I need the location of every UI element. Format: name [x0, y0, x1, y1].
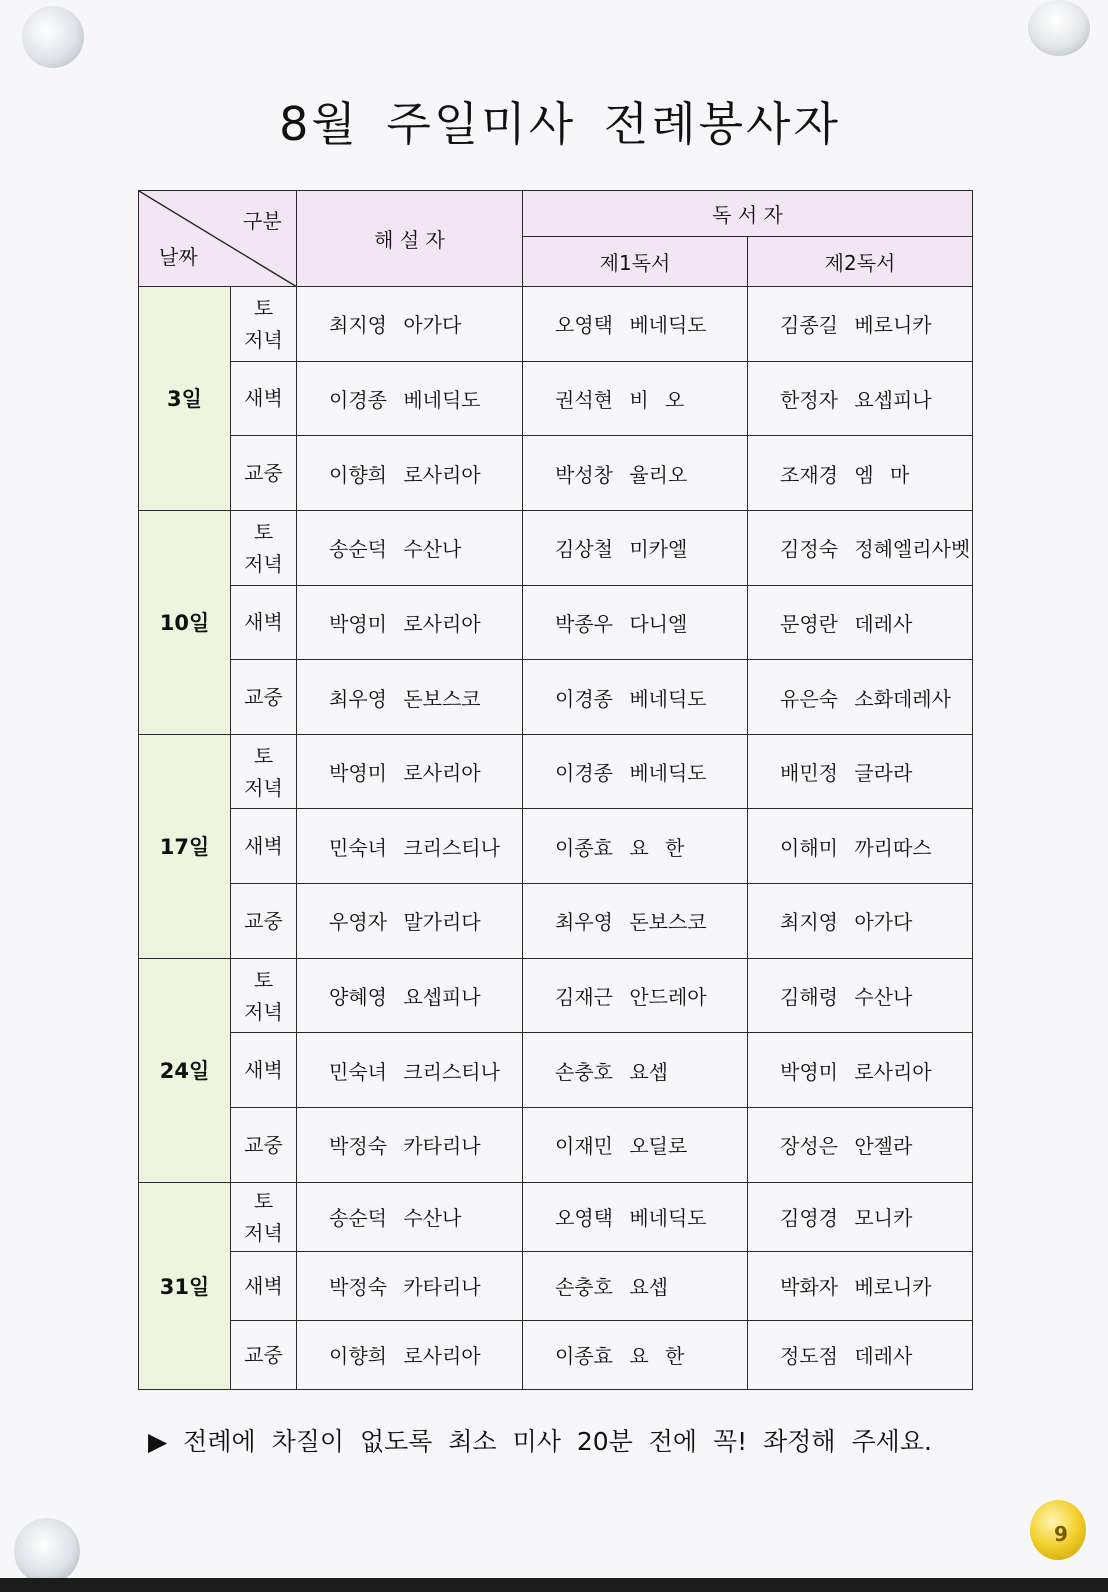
header-reader1: 제1독서	[523, 237, 748, 287]
reader2-cell: 유은숙 소화데레사	[748, 660, 973, 735]
reader1-cell: 김재근 안드레아	[523, 958, 748, 1033]
slot-cell: 토 저녁	[231, 734, 297, 809]
reader2-cell: 배민정 글라라	[748, 734, 973, 809]
reader1-cell: 이종효 요 한	[523, 809, 748, 884]
commentator-cell: 박영미 로사리아	[297, 734, 523, 809]
reader1-cell: 김상철 미카엘	[523, 510, 748, 585]
bottom-edge	[0, 1578, 1108, 1592]
slot-cell: 토 저녁	[231, 1182, 297, 1251]
reader1-cell: 오영택 베네딕도	[523, 1182, 748, 1251]
commentator-cell: 최우영 돈보스코	[297, 660, 523, 735]
slot-cell: 교중	[231, 660, 297, 735]
slot-cell: 새벽	[231, 1251, 297, 1320]
table-row	[139, 361, 973, 436]
reader1-cell: 박성창 율리오	[523, 436, 748, 511]
slot-cell: 새벽	[231, 809, 297, 884]
table-row	[139, 1320, 973, 1389]
date-cell: 3일	[139, 287, 231, 511]
header-category: 구분	[243, 209, 282, 233]
commentator-cell: 박정숙 카타리나	[297, 1108, 523, 1183]
slot-cell: 교중	[231, 1320, 297, 1389]
reader1-cell: 박종우 다니엘	[523, 585, 748, 660]
commentator-cell: 박정숙 카타리나	[297, 1251, 523, 1320]
reader2-cell: 김정숙 정혜엘리사벳	[748, 510, 973, 585]
slot-cell: 새벽	[231, 1033, 297, 1108]
commentator-cell: 이경종 베네딕도	[297, 361, 523, 436]
table-row	[139, 1033, 973, 1108]
reader1-cell: 이경종 베네딕도	[523, 660, 748, 735]
table-row	[139, 734, 973, 809]
commentator-cell: 민숙녀 크리스티나	[297, 1033, 523, 1108]
table-row	[139, 884, 973, 959]
reader2-cell: 조재경 엠 마	[748, 436, 973, 511]
reader2-cell: 이해미 까리따스	[748, 809, 973, 884]
header-commentator: 해 설 자	[297, 191, 523, 287]
reader1-cell: 손충호 요셉	[523, 1033, 748, 1108]
slot-cell: 교중	[231, 436, 297, 511]
slot-cell: 교중	[231, 1108, 297, 1183]
reader2-cell: 박영미 로사리아	[748, 1033, 973, 1108]
commentator-cell: 양혜영 요셉피나	[297, 958, 523, 1033]
reader1-cell: 이종효 요 한	[523, 1320, 748, 1389]
reader2-cell: 한정자 요셉피나	[748, 361, 973, 436]
reader2-cell: 김영경 모니카	[748, 1182, 973, 1251]
reader2-cell: 최지영 아가다	[748, 884, 973, 959]
header-readers: 독 서 자	[523, 191, 973, 237]
reader2-cell: 김종길 베로니카	[748, 287, 973, 362]
reader1-cell: 오영택 베네딕도	[523, 287, 748, 362]
commentator-cell: 이향희 로사리아	[297, 436, 523, 511]
table-row	[139, 958, 973, 1033]
table-row	[139, 510, 973, 585]
pushpin-icon	[14, 1518, 80, 1584]
date-cell: 24일	[139, 958, 231, 1182]
commentator-cell: 최지영 아가다	[297, 287, 523, 362]
commentator-cell: 우영자 말가리다	[297, 884, 523, 959]
table-row	[139, 436, 973, 511]
slot-cell: 토 저녁	[231, 287, 297, 362]
reader1-cell: 손충호 요셉	[523, 1251, 748, 1320]
slot-cell: 교중	[231, 884, 297, 959]
reader1-cell: 이경종 베네딕도	[523, 734, 748, 809]
date-cell: 31일	[139, 1182, 231, 1389]
slot-cell: 토 저녁	[231, 510, 297, 585]
page-title: 8월 주일미사 전례봉사자	[279, 97, 841, 151]
reader2-cell: 정도점 데레사	[748, 1320, 973, 1389]
reader2-cell: 김해령 수산나	[748, 958, 973, 1033]
header-reader2: 제2독서	[748, 237, 973, 287]
commentator-cell: 박영미 로사리아	[297, 585, 523, 660]
commentator-cell: 민숙녀 크리스티나	[297, 809, 523, 884]
commentator-cell: 송순덕 수산나	[297, 510, 523, 585]
footer-note: ▶ 전례에 차질이 없도록 최소 미사 20분 전에 꼭! 좌정해 주세요.	[148, 1427, 932, 1456]
table-row	[139, 660, 973, 735]
reader2-cell: 장성은 안젤라	[748, 1108, 973, 1183]
reader2-cell: 박화자 베로니카	[748, 1251, 973, 1320]
header-corner	[139, 191, 297, 287]
table-row	[139, 1182, 973, 1251]
date-cell: 10일	[139, 510, 231, 734]
table-row	[139, 1108, 973, 1183]
reader2-cell: 문영란 데레사	[748, 585, 973, 660]
reader1-cell: 이재민 오딜로	[523, 1108, 748, 1183]
slot-cell: 새벽	[231, 361, 297, 436]
reader1-cell: 권석현 비 오	[523, 361, 748, 436]
table-row	[139, 1251, 973, 1320]
commentator-cell: 송순덕 수산나	[297, 1182, 523, 1251]
date-cell: 17일	[139, 734, 231, 958]
slot-cell: 새벽	[231, 585, 297, 660]
reader1-cell: 최우영 돈보스코	[523, 884, 748, 959]
table-row	[139, 287, 973, 362]
pushpin-icon	[1028, 0, 1090, 56]
table-row	[139, 585, 973, 660]
schedule-table	[138, 190, 973, 1390]
pushpin-number: 9	[1054, 1522, 1068, 1546]
schedule-body	[139, 287, 973, 1390]
table-row	[139, 809, 973, 884]
pushpin-icon	[22, 6, 84, 68]
commentator-cell: 이향희 로사리아	[297, 1320, 523, 1389]
header-date: 날짜	[159, 245, 198, 269]
slot-cell: 토 저녁	[231, 958, 297, 1033]
